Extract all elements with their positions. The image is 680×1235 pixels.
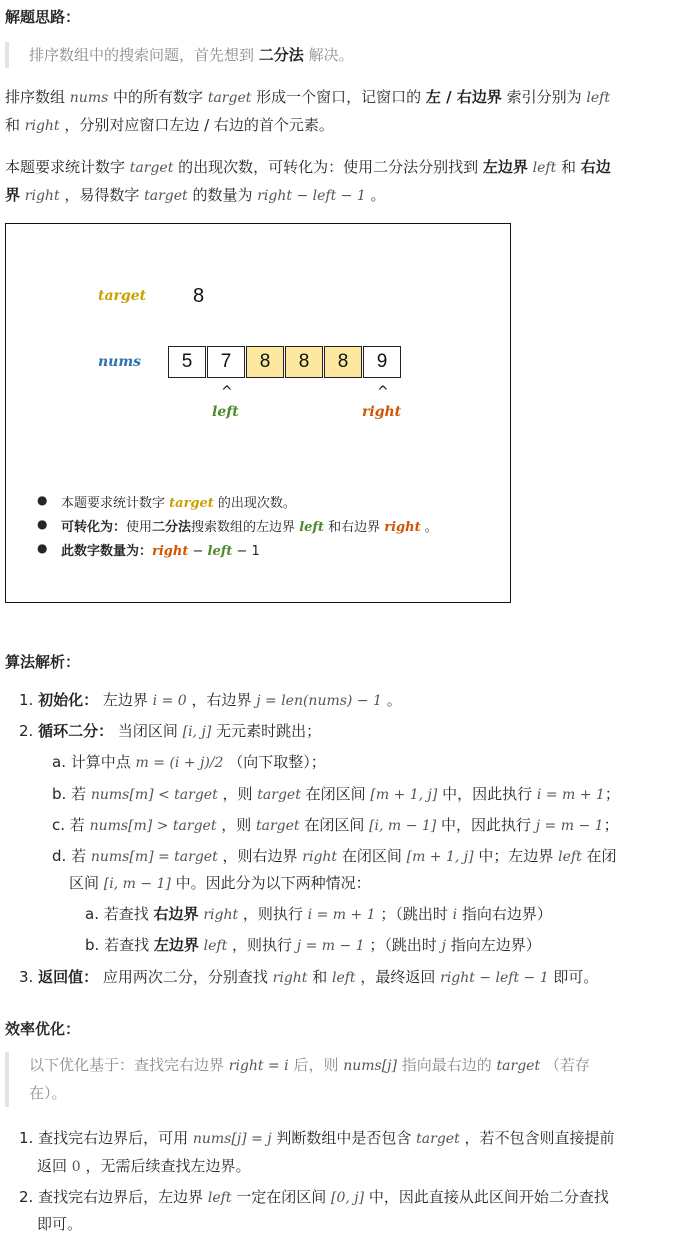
array-cell: 5	[168, 346, 206, 378]
paragraph-count-line2: 界 right ，易得数字 target 的数量为 right − left − 1 。	[5, 186, 386, 204]
diagram-bullet-3: 此数字数量为：right − left − 1	[61, 544, 260, 559]
section-title-algorithm: 算法解析：	[5, 653, 81, 671]
array-cell: 9	[363, 346, 401, 378]
array-cell: 7	[207, 346, 245, 378]
bullet-dot-icon: ●	[37, 493, 48, 507]
opt-item-1: 1. 查找完右边界后，可用 nums[j] = j 判断数组中是否包含 target ，若不包含则直接提前	[19, 1129, 615, 1147]
algo-substep-c: c. 若 nums[m] > target ，则 target 在闭区间 [i, m − 1] 中，因此执行 j = m − 1；	[52, 816, 619, 834]
algo-substep-b: b. 若 nums[m] < target ，则 target 在闭区间 [m + 1, j] 中，因此执行 i = m + 1；	[52, 785, 620, 803]
quote-optimization: 以下优化基于：查找完右边界 right = i 后，则 nums[j] 指向最右边的 target （若存 在）。	[5, 1052, 665, 1107]
algo-substep-d: d. 若 nums[m] = target ，则右边界 right 在闭区间 [m + 1, j] 中；左边界 left 在闭	[52, 847, 617, 865]
array-cell-target: 8	[285, 346, 323, 378]
bullet-dot-icon: ●	[37, 517, 48, 531]
opt-item-2: 2. 查找完右边界后，左边界 left 一定在闭区间 [0, j] 中，因此直接从此区间开始二分查找	[19, 1188, 609, 1206]
algo-case-left: b. 若查找 左边界 left ，则执行 j = m − 1 ；（跳出时 j 指向左边界）	[85, 936, 541, 954]
algo-substep-a: a. 计算中点 m = (i + j)/2 （向下取整）；	[52, 753, 326, 771]
diagram-target-label: target	[98, 288, 147, 304]
algo-step-init: 1. 初始化： 左边界 i = 0 ，右边界 j = len(nums) − 1 。	[19, 691, 402, 709]
section-title-idea: 解题思路：	[5, 8, 81, 26]
algo-step-loop: 2. 循环二分： 当闭区间 [i, j] 无元素时跳出；	[19, 722, 322, 740]
diagram-bullet-2: 可转化为：使用二分法搜索数组的左边界 left 和右边界 right 。	[61, 520, 438, 535]
opt-item-2-line2: 即可。	[37, 1215, 83, 1233]
algo-step-return: 3. 返回值： 应用两次二分，分别查找 right 和 left ，最终返回 right − left − 1 即可。	[19, 968, 599, 986]
diagram-right-label: right	[362, 404, 402, 420]
section-title-optimization: 效率优化：	[5, 1020, 81, 1038]
array-cell-target: 8	[246, 346, 284, 378]
diagram-target-value: 8	[193, 285, 205, 307]
right-caret: ^	[377, 384, 389, 400]
bullet-dot-icon: ●	[37, 541, 48, 555]
algo-substep-d-line2: 区间 [i, m − 1] 中。因此分为以下两种情况：	[69, 874, 371, 892]
algo-case-right: a. 若查找 右边界 right ，则执行 i = m + 1 ；（跳出时 i 指向右边界）	[85, 905, 552, 923]
left-caret: ^	[221, 384, 233, 400]
diagram-nums-label: nums	[98, 354, 142, 370]
paragraph-window: 排序数组 nums 中的所有数字 target 形成一个窗口，记窗口的 左 / 右边界 索引分别为 left	[5, 88, 610, 106]
paragraph-window-line2: 和 right ，分别对应窗口左边 / 右边的首个元素。	[5, 116, 334, 134]
paragraph-count: 本题要求统计数字 target 的出现次数，可转化为：使用二分法分别找到 左边界 left 和 右边	[5, 158, 611, 176]
diagram-left-label: left	[212, 404, 239, 420]
quote-binary-search: 排序数组中的搜索问题，首先想到 二分法 解决。	[5, 42, 354, 68]
diagram-bullet-1: 本题要求统计数字 target 的出现次数。	[61, 496, 296, 511]
array-cell-target: 8	[324, 346, 362, 378]
opt-item-1-line2: 返回 0 ，无需后续查找左边界。	[37, 1157, 251, 1175]
